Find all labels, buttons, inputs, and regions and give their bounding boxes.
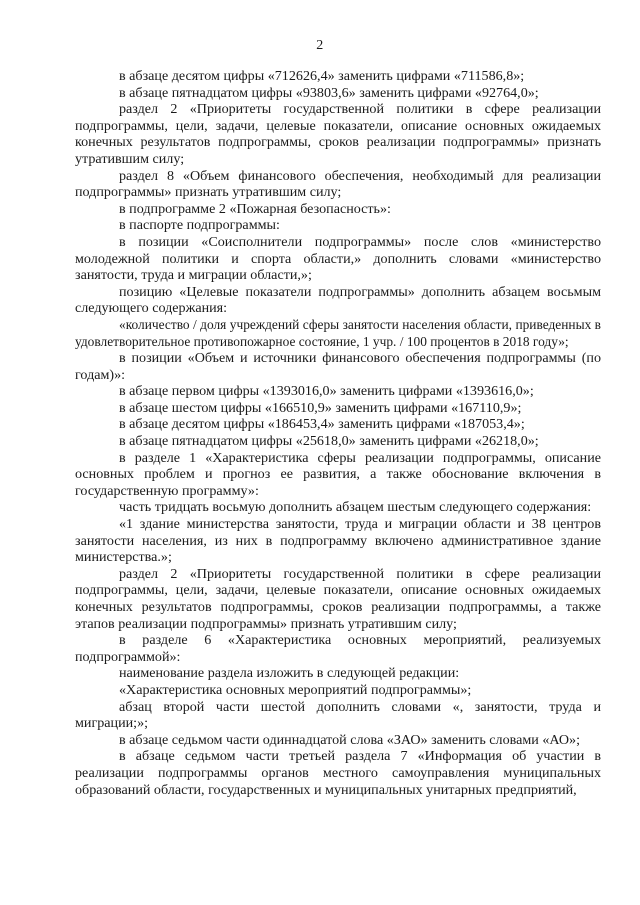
paragraph: в абзаце десятом цифры «186453,4» заменить цифрами «187053,4»; (119, 416, 525, 433)
paragraph: наименование раздела изложить в следующей редакции: (119, 665, 460, 682)
paragraph: в разделе 1 «Характеристика сферы реализации подпрограммы, описание основных проблем и прогноз ее развития, а также обоснование включения в государственную программу»: (75, 449, 601, 499)
paragraph: раздел 8 «Объем финансового обеспечения, необходимый для реализации подпрограммы» признать утратившим силу; (75, 167, 601, 201)
paragraph: раздел 2 «Приоритеты государственной политики в сфере реализации подпрограммы, цели, задачи, целевые показатели, описание основных ожидаемых конечных результатов подпрограммы, сроков реализации подпрограммы» признать утратившим силу; (75, 101, 601, 167)
paragraph: в разделе 6 «Характеристика основных мероприятий, реализуемых подпрограммой»: (75, 632, 601, 665)
paragraph: «1 здание министерства занятости, труда и миграции области и 38 центров занятости населения, из них в подпрограмму включено административное здание министерства.»; (75, 516, 601, 566)
paragraph: позицию «Целевые показатели подпрограммы» дополнить абзацем восьмым следующего содержания: (75, 283, 601, 317)
paragraph: в паспорте подпрограммы: (119, 217, 280, 234)
paragraph: часть тридцать восьмую дополнить абзацем шестым следующего содержания: (119, 499, 592, 516)
paragraph: в позиции «Соисполнители подпрограммы» после слов «министерство молодежной политики и спорта области,» дополнить словами «министерство занятости, труда и миграции области,»; (75, 233, 601, 284)
paragraph: в абзаце седьмом части одиннадцатой слова «ЗАО» заменить словами «АО»; (119, 731, 581, 748)
paragraph: абзац второй части шестой дополнить словами «, занятости, труда и миграции;»; (75, 698, 601, 732)
paragraph: в абзаце пятнадцатом цифры «25618,0» заменить цифрами «26218,0»; (119, 433, 539, 450)
paragraph: в абзаце шестом цифры «166510,9» заменить цифрами «167110,9»; (119, 399, 522, 416)
paragraph: в абзаце седьмом части третьей раздела 7 «Информация об участии в реализации подпрограммы органов местного самоуправления муниципальных образований области, государственных и муниципальных унитарных предприятий, (75, 748, 601, 798)
paragraph: в позиции «Объем и источники финансового обеспечения подпрограммы (по годам)»: (75, 350, 601, 383)
page-number: 2 (316, 38, 324, 53)
paragraph: «количество / доля учреждений сферы занятости населения области, приведенных в удовлетворительное противопожарное состояние, 1 учр. / 100 процентов в 2018 году»; (75, 316, 601, 349)
paragraph: в абзаце первом цифры «1393016,0» заменить цифрами «1393616,0»; (119, 383, 534, 400)
paragraph: в абзаце пятнадцатом цифры «93803,6» заменить цифрами «92764,0»; (119, 84, 539, 101)
paragraph: «Характеристика основных мероприятий подпрограммы»; (119, 681, 472, 698)
paragraph: в абзаце десятом цифры «712626,4» заменить цифрами «711586,8»; (119, 68, 525, 84)
paragraph: раздел 2 «Приоритеты государственной политики в сфере реализации подпрограммы, цели, задачи, целевые показатели, описание основных ожидаемых конечных результатов подпрограммы, сроков реализации подпрограммы, а также этапов реализации подпрограммы» признать утратившим силу; (75, 565, 601, 632)
document-body (75, 68, 601, 798)
paragraph: в подпрограмме 2 «Пожарная безопасность»: (119, 200, 391, 217)
